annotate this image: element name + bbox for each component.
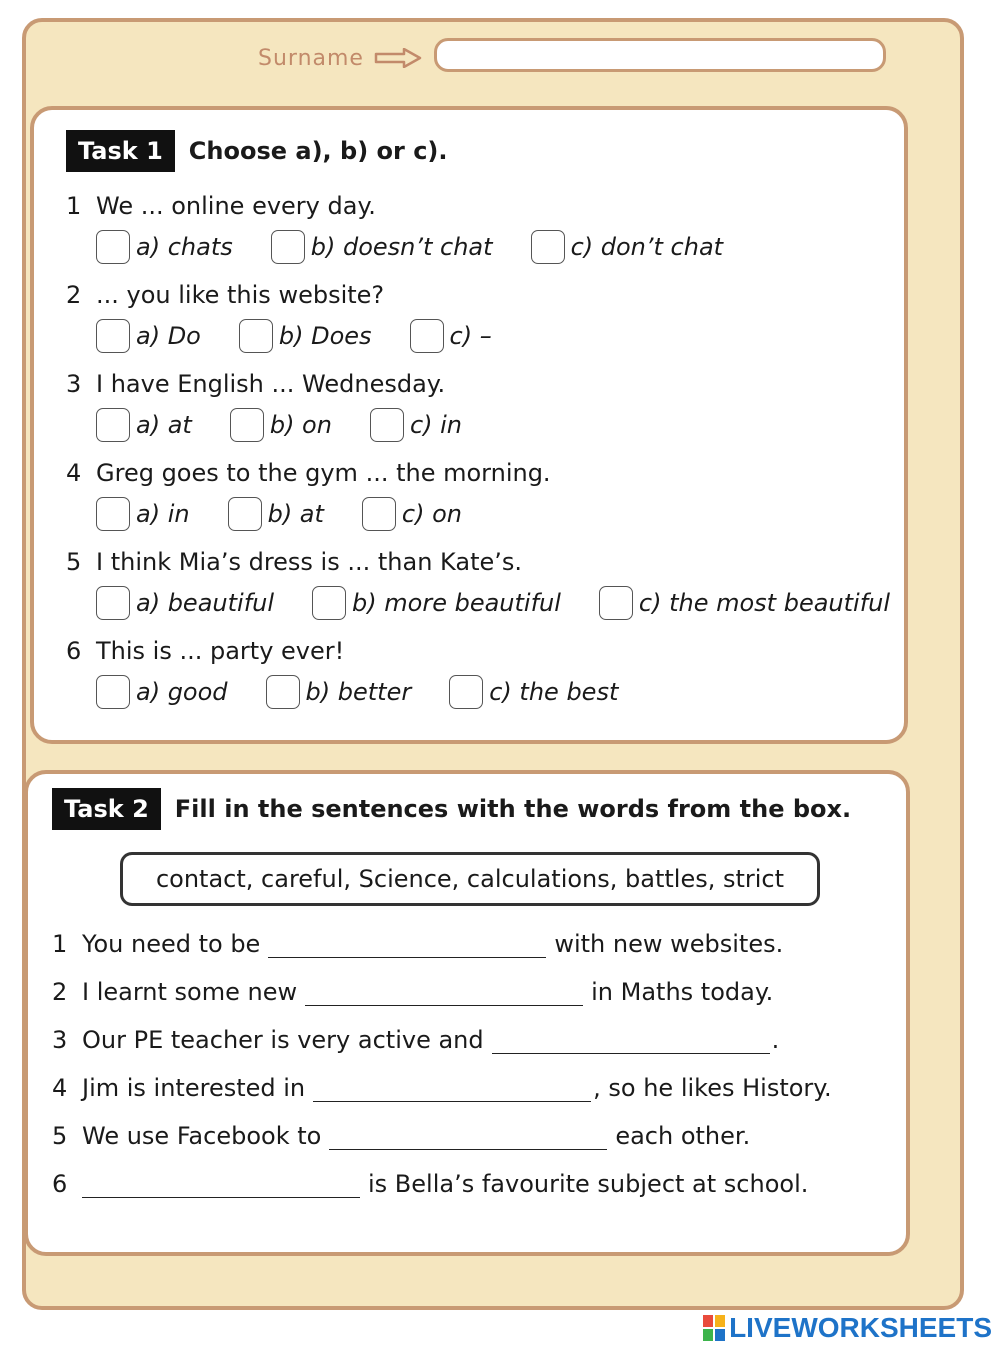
- option-a[interactable]: a) good: [96, 675, 228, 709]
- sentence-after: in Maths today.: [591, 978, 774, 1006]
- option-b[interactable]: b) better: [266, 675, 412, 709]
- surname-label: Surname: [258, 45, 364, 71]
- sentence-1: [52, 930, 783, 958]
- answer-checkbox[interactable]: [266, 675, 300, 709]
- option-b[interactable]: b) Does: [239, 319, 372, 353]
- option-b[interactable]: b) at: [228, 497, 324, 531]
- sentence-number: 3: [52, 1026, 68, 1054]
- question-6-options: [96, 675, 656, 709]
- answer-checkbox[interactable]: [370, 408, 404, 442]
- question-1: [66, 192, 376, 220]
- answer-blank-input[interactable]: [305, 981, 583, 1006]
- sentence-before: Jim is interested in: [82, 1074, 306, 1102]
- question-text: We ... online every day.: [96, 192, 376, 220]
- answer-checkbox[interactable]: [230, 408, 264, 442]
- question-1-options: [96, 230, 761, 264]
- surname-input[interactable]: [434, 38, 886, 72]
- answer-checkbox[interactable]: [96, 586, 130, 620]
- answer-checkbox[interactable]: [96, 319, 130, 353]
- sentence-before: Our PE teacher is very active and: [82, 1026, 484, 1054]
- sentence-2: [52, 978, 773, 1006]
- question-text: Greg goes to the gym ... the morning.: [96, 459, 551, 487]
- option-c[interactable]: c) don’t chat: [531, 230, 724, 264]
- answer-checkbox[interactable]: [96, 408, 130, 442]
- question-4-options: [96, 497, 500, 531]
- question-number: 5: [66, 548, 82, 576]
- task2-badge: Task 2: [52, 788, 161, 830]
- sentence-after: , so he likes History.: [593, 1074, 832, 1102]
- sentence-before: I learnt some new: [82, 978, 298, 1006]
- sentence-after: .: [771, 1026, 780, 1054]
- task1-header: [66, 130, 448, 172]
- sentence-number: 6: [52, 1170, 68, 1198]
- question-2: [66, 281, 384, 309]
- question-3-options: [96, 408, 500, 442]
- task1-badge: Task 1: [66, 130, 175, 172]
- question-text: This is ... party ever!: [96, 637, 345, 665]
- sentence-before: You need to be: [82, 930, 261, 958]
- sentence-before: We use Facebook to: [82, 1122, 322, 1150]
- question-number: 2: [66, 281, 82, 309]
- answer-blank-input[interactable]: [329, 1125, 607, 1150]
- task1-instruction: Choose a), b) or c).: [188, 137, 448, 165]
- question-2-options: [96, 319, 530, 353]
- option-a[interactable]: a) in: [96, 497, 190, 531]
- brand-text: LIVEWORKSHEETS: [729, 1312, 992, 1343]
- option-a[interactable]: a) at: [96, 408, 192, 442]
- question-number: 1: [66, 192, 82, 220]
- answer-checkbox[interactable]: [96, 675, 130, 709]
- option-a[interactable]: a) chats: [96, 230, 233, 264]
- option-c[interactable]: c) the most beautiful: [599, 586, 890, 620]
- question-3: [66, 370, 445, 398]
- option-b[interactable]: b) on: [230, 408, 332, 442]
- question-5-options: [96, 586, 890, 620]
- question-text: ... you like this website?: [96, 281, 385, 309]
- sentence-number: 2: [52, 978, 68, 1006]
- sentence-number: 5: [52, 1122, 68, 1150]
- option-a[interactable]: a) Do: [96, 319, 201, 353]
- option-a[interactable]: a) beautiful: [96, 586, 274, 620]
- arrow-right-icon: [374, 48, 422, 68]
- option-c[interactable]: c) –: [410, 319, 492, 353]
- answer-checkbox[interactable]: [410, 319, 444, 353]
- surname-row: [258, 38, 422, 78]
- question-4: [66, 459, 551, 487]
- question-number: 6: [66, 637, 82, 665]
- question-6: [66, 637, 344, 665]
- task2-header: [52, 788, 851, 830]
- question-number: 4: [66, 459, 82, 487]
- option-c[interactable]: c) in: [370, 408, 462, 442]
- task2-instruction: Fill in the sentences with the words from the box.: [174, 795, 852, 823]
- answer-blank-input[interactable]: [82, 1173, 360, 1198]
- task2-panel: [24, 770, 910, 1256]
- liveworksheets-brand: [703, 1312, 992, 1344]
- answer-checkbox[interactable]: [239, 319, 273, 353]
- question-text: I have English ... Wednesday.: [96, 370, 446, 398]
- sentence-after: is Bella’s favourite subject at school.: [368, 1170, 809, 1198]
- answer-checkbox[interactable]: [362, 497, 396, 531]
- answer-checkbox[interactable]: [96, 497, 130, 531]
- option-c[interactable]: c) on: [362, 497, 462, 531]
- answer-checkbox[interactable]: [449, 675, 483, 709]
- answer-blank-input[interactable]: [492, 1029, 770, 1054]
- answer-blank-input[interactable]: [313, 1077, 591, 1102]
- answer-checkbox[interactable]: [271, 230, 305, 264]
- sentence-3: [52, 1026, 779, 1054]
- sentence-number: 1: [52, 930, 68, 958]
- sentence-4: [52, 1074, 832, 1102]
- sentence-after: each other.: [615, 1122, 751, 1150]
- answer-checkbox[interactable]: [312, 586, 346, 620]
- task1-panel: [30, 106, 908, 744]
- answer-checkbox[interactable]: [599, 586, 633, 620]
- answer-blank-input[interactable]: [268, 933, 546, 958]
- answer-checkbox[interactable]: [96, 230, 130, 264]
- word-box: contact, careful, Science, calculations, battles, strict: [120, 852, 820, 906]
- liveworksheets-logo-icon: [703, 1315, 725, 1341]
- answer-checkbox[interactable]: [531, 230, 565, 264]
- option-c[interactable]: c) the best: [449, 675, 618, 709]
- option-b[interactable]: b) doesn’t chat: [271, 230, 493, 264]
- sentence-after: with new websites.: [554, 930, 784, 958]
- question-5: [66, 548, 522, 576]
- sentence-6: [52, 1170, 808, 1198]
- sentence-5: [52, 1122, 750, 1150]
- question-number: 3: [66, 370, 82, 398]
- question-text: I think Mia’s dress is ... than Kate’s.: [96, 548, 522, 576]
- answer-checkbox[interactable]: [228, 497, 262, 531]
- sentence-number: 4: [52, 1074, 68, 1102]
- option-b[interactable]: b) more beautiful: [312, 586, 561, 620]
